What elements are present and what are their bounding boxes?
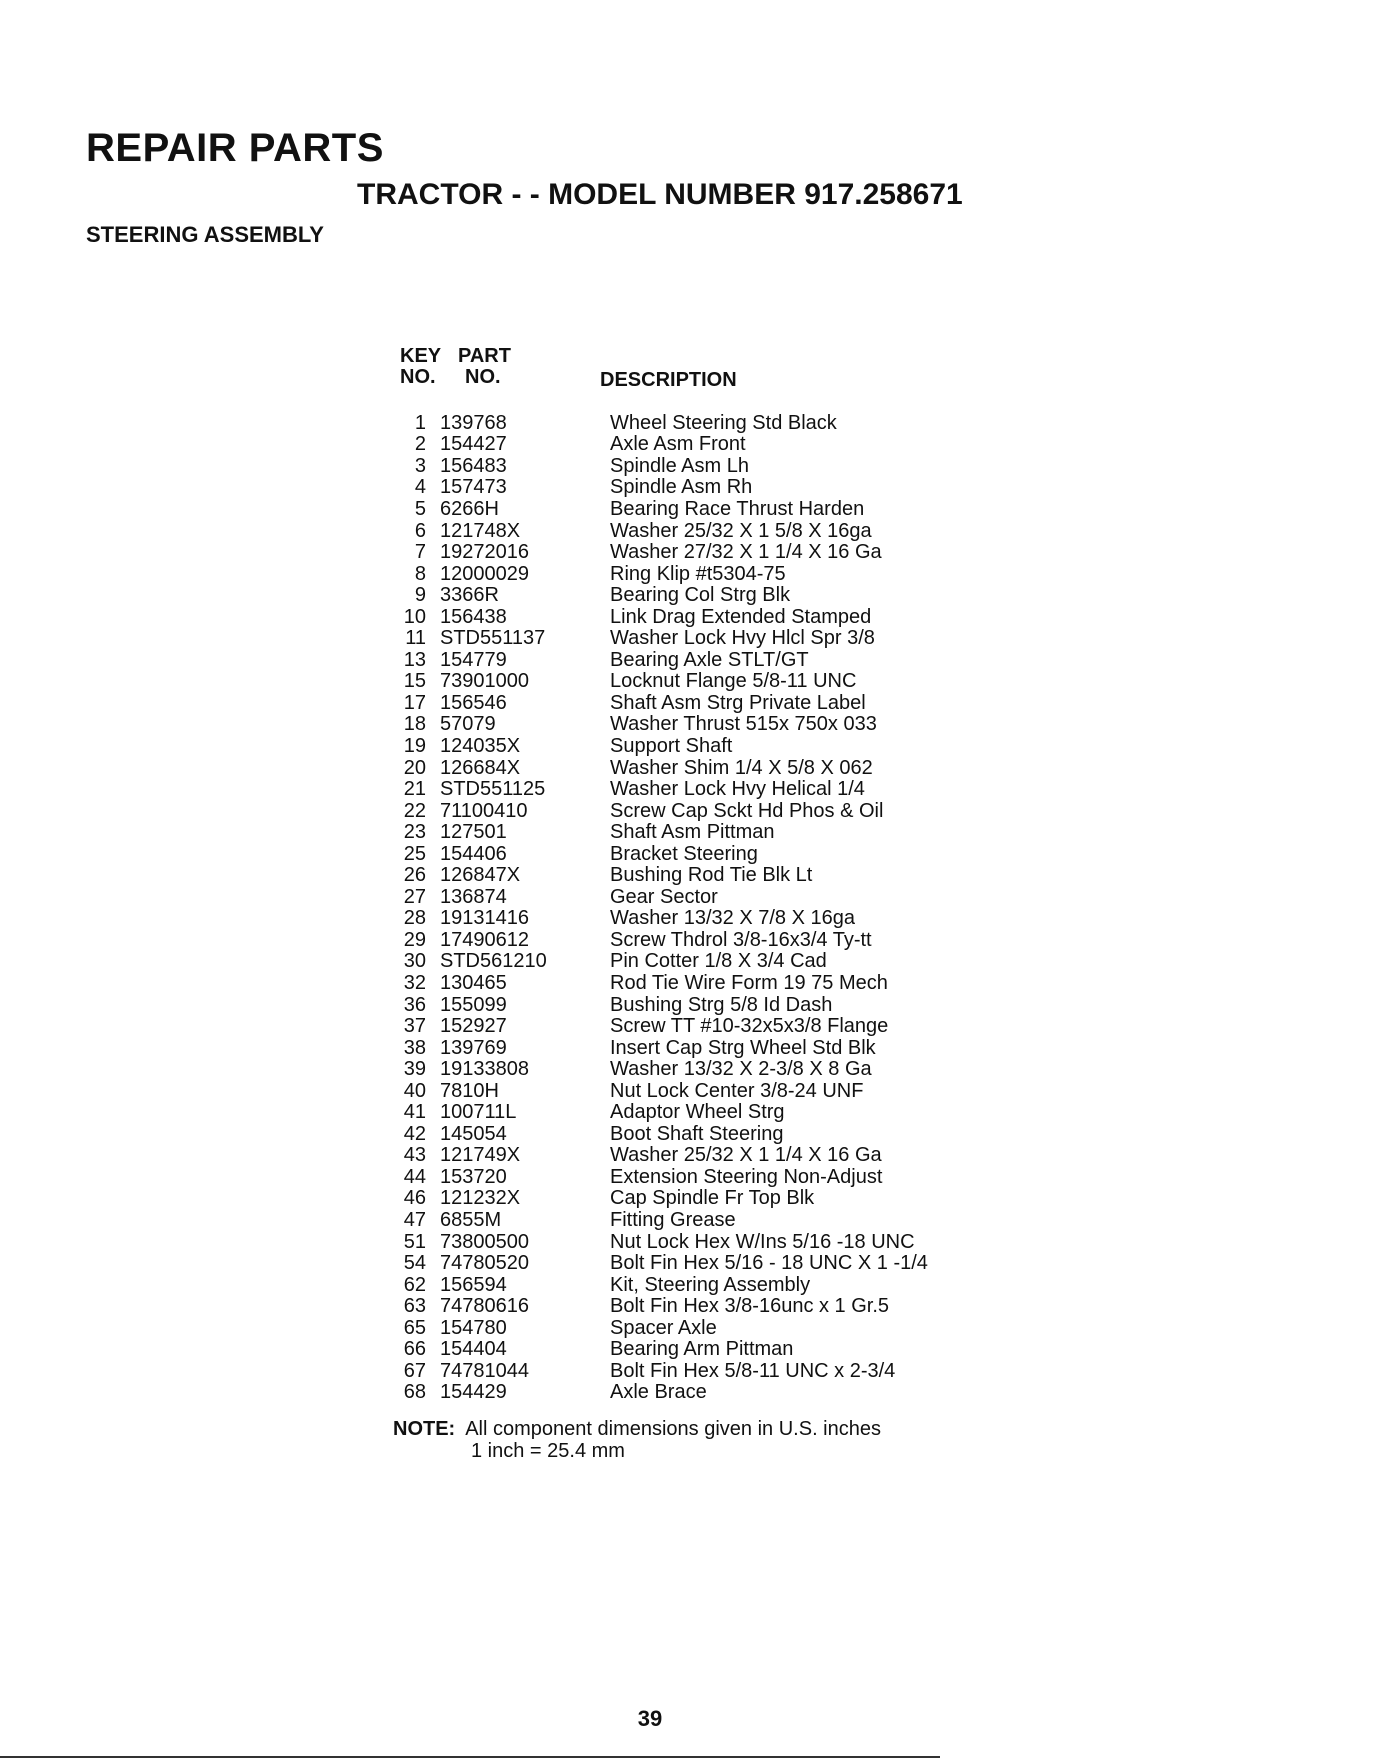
description-cell: Washer 13/32 X 7/8 X 16ga bbox=[610, 907, 855, 930]
table-row bbox=[390, 929, 1010, 951]
part-no-cell: 121232X bbox=[440, 1187, 521, 1210]
table-row bbox=[390, 520, 1010, 542]
part-no-cell: 153720 bbox=[440, 1165, 507, 1188]
part-no-cell: STD561210 bbox=[440, 950, 547, 973]
key-no-cell: 13 bbox=[403, 648, 426, 671]
page-number: 39 bbox=[637, 1706, 663, 1731]
key-no-cell: 38 bbox=[403, 1036, 426, 1059]
description-cell: Axle Brace bbox=[610, 1381, 707, 1404]
description-cell: Bearing Axle STLT/GT bbox=[610, 648, 809, 671]
table-row bbox=[390, 477, 1010, 499]
part-no-header-line2: NO. bbox=[465, 366, 501, 388]
table-row bbox=[390, 563, 1010, 585]
key-no-cell: 43 bbox=[403, 1144, 426, 1167]
key-no-cell: 40 bbox=[403, 1079, 426, 1102]
description-header: DESCRIPTION bbox=[600, 369, 737, 391]
part-no-cell: 19131416 bbox=[440, 907, 529, 930]
key-no-cell: 54 bbox=[403, 1252, 426, 1275]
table-row bbox=[390, 498, 1010, 520]
description-cell: Locknut Flange 5/8-11 UNC bbox=[610, 670, 857, 693]
part-no-cell: 19272016 bbox=[440, 541, 529, 564]
key-no-cell: 62 bbox=[403, 1273, 426, 1296]
part-no-cell: 74781044 bbox=[440, 1359, 529, 1382]
key-no-cell: 51 bbox=[403, 1230, 426, 1253]
description-cell: Washer Lock Hvy Hlcl Spr 3/8 bbox=[610, 627, 875, 650]
part-no-cell: 57079 bbox=[440, 713, 496, 736]
key-no-cell: 19 bbox=[403, 734, 426, 757]
part-no-cell: 73901000 bbox=[440, 670, 529, 693]
description-cell: Screw Thdrol 3/8-16x3/4 Ty-tt bbox=[610, 928, 872, 951]
key-no-cell: 1 bbox=[414, 411, 426, 434]
key-no-cell: 47 bbox=[403, 1209, 426, 1231]
table-row bbox=[390, 692, 1010, 714]
table-row bbox=[390, 1058, 1010, 1080]
table-row bbox=[390, 1317, 1010, 1339]
key-no-cell: 46 bbox=[403, 1187, 426, 1210]
part-no-cell: 74780616 bbox=[440, 1295, 529, 1318]
description-cell: Extension Steering Non-Adjust bbox=[610, 1165, 883, 1188]
part-no-cell: 156483 bbox=[440, 454, 507, 477]
key-no-cell: 68 bbox=[403, 1381, 426, 1404]
description-cell: Fitting Grease bbox=[610, 1209, 736, 1231]
description-cell: Washer Thrust 515x 750x 033 bbox=[610, 713, 877, 736]
description-cell: Nut Lock Hex W/Ins 5/16 -18 UNC bbox=[610, 1230, 915, 1253]
table-row bbox=[390, 606, 1010, 628]
key-no-cell: 42 bbox=[403, 1122, 426, 1145]
description-cell: Spindle Asm Rh bbox=[610, 476, 753, 499]
key-no-cell: 18 bbox=[403, 713, 426, 736]
description-cell: Bolt Fin Hex 3/8-16unc x 1 Gr.5 bbox=[610, 1295, 890, 1318]
part-no-cell: 12000029 bbox=[440, 562, 529, 585]
part-no-cell: 6266H bbox=[440, 497, 499, 520]
key-no-cell: 39 bbox=[403, 1058, 426, 1081]
table-row bbox=[390, 1295, 1010, 1317]
description-cell: Bearing Arm Pittman bbox=[610, 1338, 794, 1361]
key-no-cell: 30 bbox=[403, 950, 426, 973]
part-no-cell: 121749X bbox=[440, 1144, 521, 1167]
key-no-cell: 67 bbox=[403, 1359, 426, 1382]
description-cell: Nut Lock Center 3/8-24 UNF bbox=[610, 1079, 864, 1102]
note-line-1 bbox=[393, 1418, 881, 1440]
description-cell: Spindle Asm Lh bbox=[610, 454, 749, 477]
key-no-cell: 5 bbox=[414, 497, 426, 520]
description-cell: Boot Shaft Steering bbox=[610, 1122, 784, 1145]
key-no-cell: 6 bbox=[414, 519, 426, 542]
part-no-cell: 7810H bbox=[440, 1079, 499, 1102]
key-no-cell: 29 bbox=[403, 928, 426, 951]
key-no-cell: 28 bbox=[403, 907, 426, 930]
part-no-cell: 3366R bbox=[440, 584, 499, 607]
part-no-cell: 155099 bbox=[440, 993, 507, 1016]
part-no-cell: 139769 bbox=[440, 1036, 507, 1059]
part-no-cell: 126847X bbox=[440, 864, 521, 887]
model-heading: TRACTOR - - MODEL NUMBER 917.258671 bbox=[357, 178, 963, 211]
key-no-cell: 37 bbox=[403, 1015, 426, 1038]
description-cell: Bushing Strg 5/8 Id Dash bbox=[610, 993, 833, 1016]
table-row bbox=[390, 584, 1010, 606]
table-row bbox=[390, 1252, 1010, 1274]
table-row bbox=[390, 1037, 1010, 1059]
description-cell: Bracket Steering bbox=[610, 842, 758, 865]
key-no-cell: 3 bbox=[414, 454, 426, 477]
table-row bbox=[390, 1231, 1010, 1253]
part-no-cell: 154404 bbox=[440, 1338, 507, 1361]
part-no-cell: 154780 bbox=[440, 1316, 507, 1339]
table-row bbox=[390, 455, 1010, 477]
description-cell: Insert Cap Strg Wheel Std Blk bbox=[610, 1036, 876, 1059]
key-no-cell: 21 bbox=[403, 778, 426, 801]
note-block bbox=[393, 1418, 881, 1462]
part-no-cell: 71100410 bbox=[440, 799, 528, 822]
description-cell: Washer Lock Hvy Helical 1/4 bbox=[610, 778, 865, 801]
table-row bbox=[390, 886, 1010, 908]
table-row bbox=[390, 972, 1010, 994]
table-row bbox=[390, 1188, 1010, 1210]
description-cell: Bolt Fin Hex 5/16 - 18 UNC X 1 -1/4 bbox=[610, 1252, 928, 1275]
description-cell: Rod Tie Wire Form 19 75 Mech bbox=[610, 971, 888, 994]
part-no-cell: 157473 bbox=[440, 476, 507, 499]
key-no-cell: 4 bbox=[414, 476, 426, 499]
description-cell: Screw Cap Sckt Hd Phos & Oil bbox=[610, 799, 884, 822]
description-cell: Support Shaft bbox=[610, 734, 733, 757]
key-no-cell: 66 bbox=[403, 1338, 426, 1361]
key-no-cell: 8 bbox=[414, 562, 426, 585]
table-row bbox=[390, 951, 1010, 973]
table-row bbox=[390, 800, 1010, 822]
key-no-header-line1: KEY bbox=[400, 345, 442, 367]
key-no-cell: 22 bbox=[403, 799, 426, 822]
part-no-cell: 145054 bbox=[440, 1122, 507, 1145]
table-row bbox=[390, 714, 1010, 736]
key-no-cell: 27 bbox=[403, 885, 426, 908]
part-no-cell: 156594 bbox=[440, 1273, 507, 1296]
part-no-cell: 100711L bbox=[440, 1101, 517, 1124]
key-no-cell: 7 bbox=[414, 541, 426, 564]
key-no-header-line2: NO. bbox=[400, 366, 436, 388]
part-no-cell: 154429 bbox=[440, 1381, 507, 1404]
key-no-cell: 20 bbox=[403, 756, 426, 779]
key-no-cell: 63 bbox=[403, 1295, 426, 1318]
description-cell: Washer 25/32 X 1 1/4 X 16 Ga bbox=[610, 1144, 882, 1167]
part-no-header-line1: PART bbox=[458, 345, 511, 367]
page-title: REPAIR PARTS bbox=[86, 126, 384, 170]
description-cell: Shaft Asm Pittman bbox=[610, 821, 775, 844]
table-row bbox=[390, 412, 1010, 434]
note-label: NOTE: bbox=[393, 1418, 456, 1440]
key-no-cell: 41 bbox=[403, 1101, 426, 1124]
part-no-cell: 126684X bbox=[440, 756, 521, 779]
part-no-cell: 6855M bbox=[440, 1209, 502, 1231]
key-no-cell: 2 bbox=[414, 433, 426, 456]
part-no-cell: 127501 bbox=[440, 821, 507, 844]
table-row bbox=[390, 649, 1010, 671]
part-no-cell: 73800500 bbox=[440, 1230, 529, 1253]
description-cell: Bushing Rod Tie Blk Lt bbox=[610, 864, 813, 887]
key-no-cell: 65 bbox=[403, 1316, 426, 1339]
part-no-cell: 152927 bbox=[440, 1015, 507, 1038]
key-no-cell: 9 bbox=[414, 584, 426, 607]
key-no-cell: 23 bbox=[403, 821, 426, 844]
table-row bbox=[390, 1360, 1010, 1382]
description-cell: Ring Klip #t5304-75 bbox=[610, 562, 786, 585]
table-row bbox=[390, 1145, 1010, 1167]
description-cell: Adaptor Wheel Strg bbox=[610, 1101, 785, 1124]
description-cell: Washer 25/32 X 1 5/8 X 16ga bbox=[610, 519, 872, 542]
description-cell: Axle Asm Front bbox=[610, 433, 746, 456]
description-cell: Cap Spindle Fr Top Blk bbox=[610, 1187, 815, 1210]
key-no-cell: 25 bbox=[403, 842, 426, 865]
table-row bbox=[390, 434, 1010, 456]
parts-table bbox=[390, 412, 1010, 1403]
part-no-cell: 17490612 bbox=[440, 928, 529, 951]
table-row bbox=[390, 778, 1010, 800]
table-row bbox=[390, 843, 1010, 865]
footer-rule bbox=[0, 1756, 940, 1758]
description-cell: Kit, Steering Assembly bbox=[610, 1273, 811, 1296]
part-no-cell: STD551137 bbox=[440, 627, 546, 650]
table-row bbox=[390, 1102, 1010, 1124]
table-row bbox=[390, 1123, 1010, 1145]
key-no-cell: 44 bbox=[403, 1165, 426, 1188]
table-row bbox=[390, 1015, 1010, 1037]
note-conversion: 1 inch = 25.4 mm bbox=[471, 1440, 625, 1462]
description-cell: Bearing Race Thrust Harden bbox=[610, 497, 865, 520]
description-cell: Link Drag Extended Stamped bbox=[610, 605, 872, 628]
description-cell: Washer 27/32 X 1 1/4 X 16 Ga bbox=[610, 541, 882, 564]
table-row bbox=[390, 541, 1010, 563]
table-row bbox=[390, 821, 1010, 843]
note-text: All component dimensions given in U.S. inches bbox=[465, 1418, 881, 1440]
description-cell: Shaft Asm Strg Private Label bbox=[610, 691, 866, 714]
table-row bbox=[390, 1209, 1010, 1231]
part-no-cell: 139768 bbox=[440, 411, 507, 434]
key-no-cell: 36 bbox=[403, 993, 426, 1016]
description-cell: Washer 13/32 X 2-3/8 X 8 Ga bbox=[610, 1058, 872, 1081]
table-row bbox=[390, 864, 1010, 886]
part-no-cell: 154779 bbox=[440, 648, 507, 671]
description-cell: Screw TT #10-32x5x3/8 Flange bbox=[610, 1015, 889, 1038]
part-no-cell: 156546 bbox=[440, 691, 507, 714]
key-no-cell: 32 bbox=[403, 971, 426, 994]
table-row bbox=[390, 908, 1010, 930]
key-no-cell: 11 bbox=[405, 627, 426, 650]
key-no-cell: 26 bbox=[403, 864, 426, 887]
table-row bbox=[390, 1382, 1010, 1404]
part-no-cell: 124035X bbox=[440, 734, 521, 757]
table-row bbox=[390, 1166, 1010, 1188]
part-no-cell: 130465 bbox=[440, 971, 507, 994]
table-row bbox=[390, 1080, 1010, 1102]
description-cell: Pin Cotter 1/8 X 3/4 Cad bbox=[610, 950, 827, 973]
key-no-cell: 15 bbox=[403, 670, 426, 693]
key-no-cell: 10 bbox=[403, 605, 426, 628]
table-row bbox=[390, 1274, 1010, 1296]
section-heading: STEERING ASSEMBLY bbox=[86, 222, 324, 247]
table-row bbox=[390, 1339, 1010, 1361]
description-cell: Wheel Steering Std Black bbox=[610, 411, 837, 434]
part-no-cell: 121748X bbox=[440, 519, 521, 542]
table-row bbox=[390, 627, 1010, 649]
part-no-cell: 19133808 bbox=[440, 1058, 529, 1081]
key-no-cell: 17 bbox=[403, 691, 426, 714]
description-cell: Spacer Axle bbox=[610, 1316, 717, 1339]
description-cell: Gear Sector bbox=[610, 885, 718, 908]
table-row bbox=[390, 671, 1010, 693]
description-cell: Washer Shim 1/4 X 5/8 X 062 bbox=[610, 756, 873, 779]
part-no-cell: 136874 bbox=[440, 885, 507, 908]
part-no-cell: 74780520 bbox=[440, 1252, 529, 1275]
table-row bbox=[390, 994, 1010, 1016]
part-no-cell: 154406 bbox=[440, 842, 507, 865]
part-no-cell: STD551125 bbox=[440, 778, 546, 801]
description-cell: Bolt Fin Hex 5/8-11 UNC x 2-3/4 bbox=[610, 1359, 896, 1382]
part-no-cell: 154427 bbox=[440, 433, 507, 456]
part-no-cell: 156438 bbox=[440, 605, 507, 628]
description-cell: Bearing Col Strg Blk bbox=[610, 584, 791, 607]
table-row bbox=[390, 735, 1010, 757]
table-row bbox=[390, 757, 1010, 779]
